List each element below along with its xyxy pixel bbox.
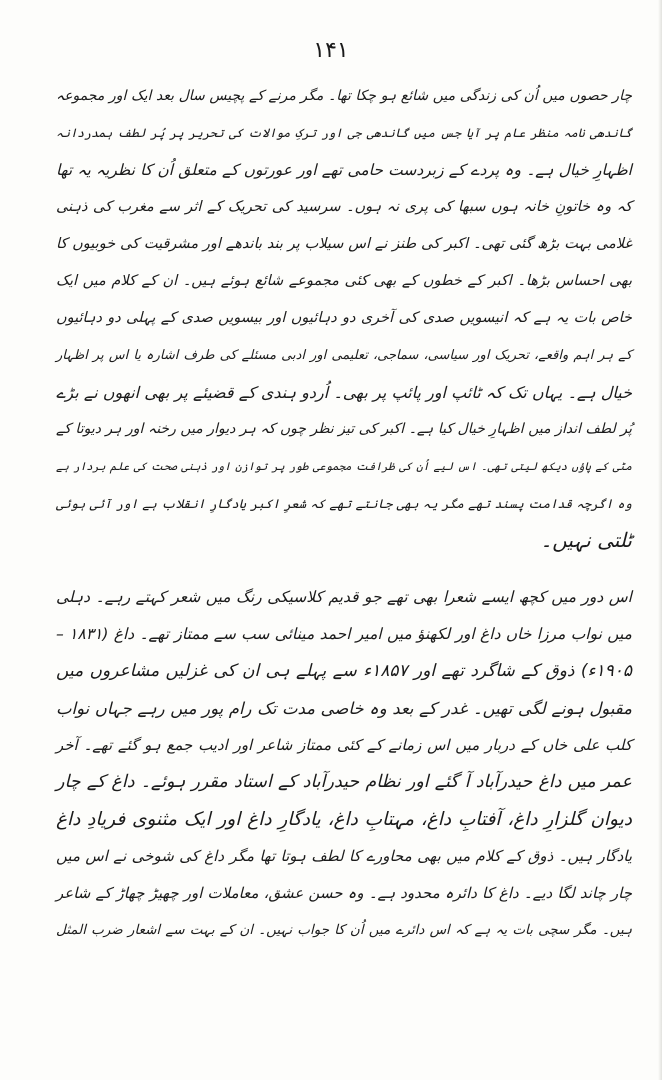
text-line: مٹی کے پاؤں دیکھ لیتی تھی۔ اس لیے اُن کی ظرافت مجموعی طور پر توازن اور ذہنی صحت کی علم بردار ہے — [56, 460, 632, 473]
text-line: یادگار ہیں۔ ذوق کے کلام میں بھی محاورے کا لطف ہوتا تھا مگر داغ کی شوخی نے اس میں — [56, 847, 632, 865]
text-line: غلامی بہت بڑھ گئی تھی۔ اکبر کی طنز نے اس سیلاب پر بند باندھے اور مشرقیت کی خوبیوں کا — [56, 236, 632, 252]
text-line: خیال ہے۔ یہاں تک کہ ٹائپ اور پائپ پر بھی۔ اُردو ہندی کے قضیئے پر بھی انھوں نے بڑے — [56, 383, 632, 402]
paragraph-gap — [56, 559, 632, 579]
page-edge-shadow — [658, 0, 662, 1080]
text-line: اس دور میں کچھ ایسے شعرا بھی تھے جو قدیم کلاسیکی رنگ میں شعر کہتے رہے۔ دہلی — [56, 588, 632, 606]
text-line: ہیں۔ مگر سچی بات یہ ہے کہ اس دائرے میں اُن کا جواب نہیں۔ ان کے بہت سے اشعار ضرب المثل — [56, 922, 632, 938]
page-number: ۱۴۱ — [313, 38, 349, 63]
body-text — [56, 78, 632, 949]
text-line: چار حصوں میں اُن کی زندگی میں شائع ہو چکا تھا۔ مگر مرنے کے پچیس سال بعد ایک اور مجموعہ — [56, 88, 632, 104]
text-line: کلب علی خاں کے دربار میں اس زمانے کے کئی ممتاز شاعر اور ادیب جمع ہو گئے تھے۔ آخر — [56, 736, 632, 754]
text-line: کہ وہ خاتونِ خانہ ہوں سبھا کی پری نہ ہوں۔ سرسید کی تحریک کے اثر سے مغرب کی ذہنی — [56, 199, 632, 215]
text-line: کے ہر اہم واقعے، تحریک اور سیاسی، سماجی، تعلیمی اور ادبی مسئلے کی طرف اشارہ یا اس پر اظہار — [56, 348, 632, 363]
text-line: گاندھی نامہ منظر عام پر آیا جس میں گاندھی جی اور ترکِ موالات کی تحریر پر پُر لطف ہمدردانہ — [56, 126, 632, 140]
text-line: دیوان گلزارِ داغ، آفتابِ داغ، مہتابِ داغ، یادگارِ داغ اور ایک مثنوی فریادِ داغ — [56, 809, 632, 830]
paragraph-1 — [56, 78, 632, 559]
text-line: چار چاند لگا دیے۔ داغ کا دائرہ محدود ہے۔ وہ حسن عشق، معاملات اور چھیڑ چھاڑ کے شاعر — [56, 884, 632, 902]
text-line: ٹلتی نہیں۔ — [540, 528, 632, 552]
text-line: ۱۹۰۵ء) ذوق کے شاگرد تھے اور ۱۸۵۷ء سے پہلے ہی ان کی غزلیں مشاعروں میں — [56, 661, 632, 681]
text-line: مقبول ہونے لگی تھیں۔ غدر کے بعد وہ خاصی مدت تک رام پور میں رہے جہاں نواب — [56, 699, 632, 718]
text-line: بھی احساس بڑھا۔ اکبر کے خطوں کے بھی کئی مجموعے شائع ہوئے ہیں۔ ان کے کلام میں ایک — [56, 273, 632, 289]
text-line: عمر میں داغ حیدرآباد آ گئے اور نظام حیدرآباد کے استاد مقرر ہوئے۔ داغ کے چار — [56, 772, 632, 792]
text-line: پُر لطف انداز میں اظہارِ خیال کیا ہے۔ اکبر کی تیز نظر چوں کہ ہر دیوار میں رخنہ اور ہر دیوتا کے — [56, 421, 632, 437]
text-line: خاص بات یہ ہے کہ انیسویں صدی کی آخری دو دہائیوں اور بیسویں صدی کے پہلی دو دہائیوں — [56, 310, 632, 326]
text-line: اظہارِ خیال ہے۔ وہ پردے کے زبردست حامی تھے اور عورتوں کے متعلق اُن کا نظریہ یہ تھا — [56, 161, 632, 179]
paragraph-2 — [56, 579, 632, 949]
text-line: میں نواب مرزا خاں داغ اور لکھنؤ میں امیر احمد مینائی سب سے ممتاز تھے۔ داغ (۱۸۳۱ – — [56, 625, 632, 643]
text-line: وہ اگرچہ قدامت پسند تھے مگر یہ بھی جانتے تھے کہ شعرِ اکبر یادگارِ انقلاب ہے اور آئی ہوئی — [56, 496, 632, 511]
